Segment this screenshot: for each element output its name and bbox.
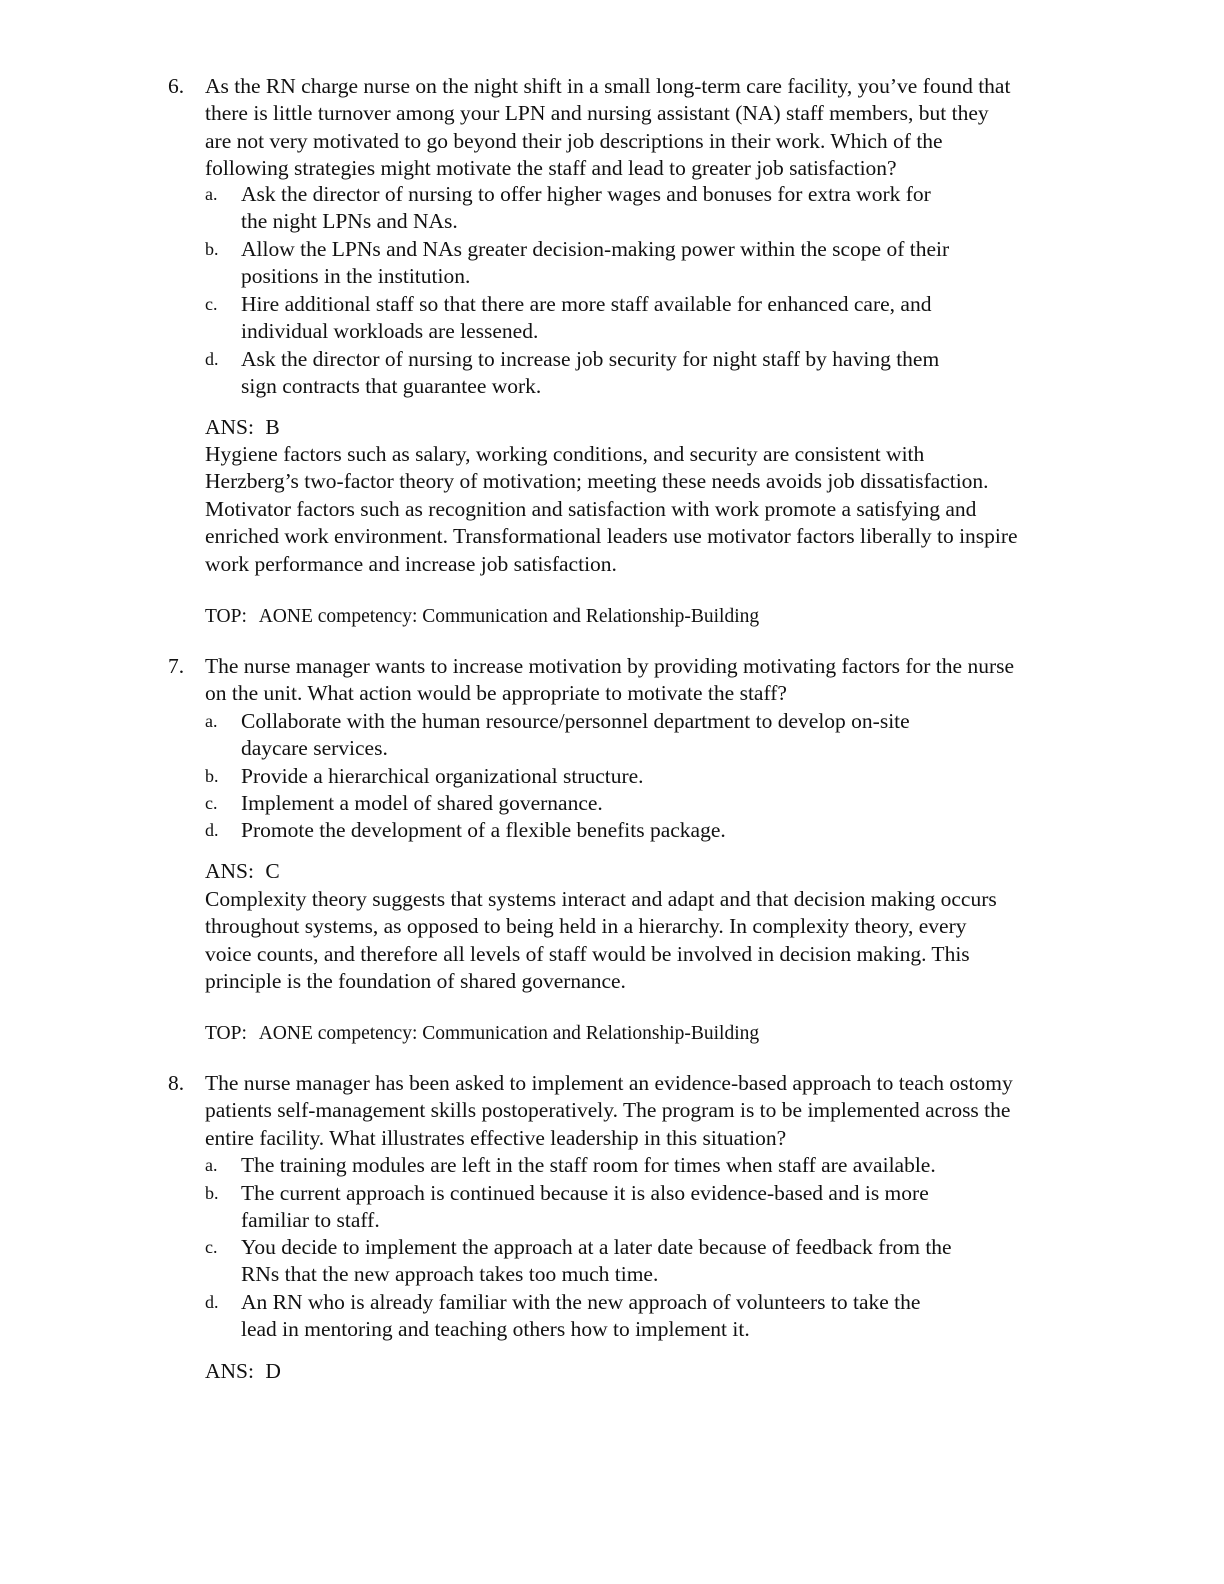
option-letter: a.	[205, 711, 218, 731]
option-text: Collaborate with the human resource/personnel department to develop on-site daycare services.	[241, 709, 910, 761]
answer-label: ANS:	[205, 859, 254, 883]
option-text: Hire additional staff so that there are more staff available for enhanced care, and individual workloads are lessened.	[241, 292, 932, 344]
question-number: 6.	[168, 74, 185, 98]
option-letter: c.	[205, 294, 218, 314]
answer-line	[205, 414, 280, 441]
topic-value: AONE competency: Communication and Relationship-Building	[258, 606, 760, 627]
question-stem: As the RN charge nurse on the night shift in a small long-term care facility, you’ve found that there is little turnover among your LPN and nursing assistant (NA) staff members, but they are not very motivated to go beyond their job descriptions in their work. Which of the following strategies might motivate the staff and lead to greater job satisfaction?	[205, 74, 1011, 181]
option-letter: d.	[205, 349, 219, 369]
option-letter: b.	[205, 239, 219, 259]
option-letter: b.	[205, 766, 219, 786]
rationale: Hygiene factors such as salary, working conditions, and security are consistent with Herzberg’s two-factor theory of motivation; meeting these needs avoids job dissatisfaction. Motivator factors such as recognition and satisfaction with work promote a satisfying and enriched work environment. Transformational leaders use motivator factors liberally to inspire work performance and increase job satisfaction.	[205, 442, 1018, 576]
answer-label: ANS:	[205, 415, 254, 439]
answer-value: B	[265, 415, 280, 439]
topic-label: TOP:	[205, 1023, 247, 1044]
option-text: Provide a hierarchical organizational structure.	[241, 764, 644, 788]
option-text: Allow the LPNs and NAs greater decision-making power within the scope of their positions in the institution.	[241, 237, 950, 289]
topic-line	[205, 603, 759, 630]
option-text: Implement a model of shared governance.	[241, 791, 603, 815]
question-stem: The nurse manager has been asked to implement an evidence-based approach to teach ostomy patients self-management skills postoperatively. The program is to be implemented across the entire facility. What illustrates effective leadership in this situation?	[205, 1071, 1013, 1150]
topic-label: TOP:	[205, 606, 247, 627]
option-letter: c.	[205, 1237, 218, 1257]
option-text: An RN who is already familiar with the new approach of volunteers to take the lead in mentoring and teaching others how to implement it.	[241, 1290, 921, 1342]
question-number: 7.	[168, 654, 185, 678]
option-letter: d.	[205, 1292, 219, 1312]
option-text: You decide to implement the approach at a later date because of feedback from the RNs that the new approach takes too much time.	[241, 1235, 952, 1287]
question-number: 8.	[168, 1071, 185, 1095]
option-letter: b.	[205, 1183, 219, 1203]
option-letter: a.	[205, 184, 218, 204]
topic-value: AONE competency: Communication and Relationship-Building	[258, 1023, 760, 1044]
answer-line	[205, 1358, 281, 1385]
option-letter: c.	[205, 793, 218, 813]
rationale: Complexity theory suggests that systems interact and adapt and that decision making occurs throughout systems, as opposed to being held in a hierarchy. In complexity theory, every voice counts, and therefore all levels of staff would be involved in decision making. This principle is the foundation of shared governance.	[205, 887, 997, 994]
answer-label: ANS:	[205, 1359, 254, 1383]
option-text: Ask the director of nursing to offer higher wages and bonuses for extra work for the night LPNs and NAs.	[241, 182, 931, 234]
option-text: The training modules are left in the staff room for times when staff are available.	[241, 1153, 936, 1177]
option-text: Promote the development of a flexible benefits package.	[241, 818, 726, 842]
option-text: The current approach is continued because it is also evidence-based and is more familiar to staff.	[241, 1181, 929, 1233]
option-letter: d.	[205, 820, 219, 840]
option-text: Ask the director of nursing to increase job security for night staff by having them sign contracts that guarantee work.	[241, 347, 940, 399]
option-letter: a.	[205, 1155, 218, 1175]
question-stem: The nurse manager wants to increase motivation by providing motivating factors for the nurse on the unit. What action would be appropriate to motivate the staff?	[205, 654, 1015, 706]
answer-value: D	[265, 1359, 281, 1383]
answer-value: C	[265, 859, 280, 883]
topic-line	[205, 1020, 759, 1047]
answer-line	[205, 858, 280, 885]
